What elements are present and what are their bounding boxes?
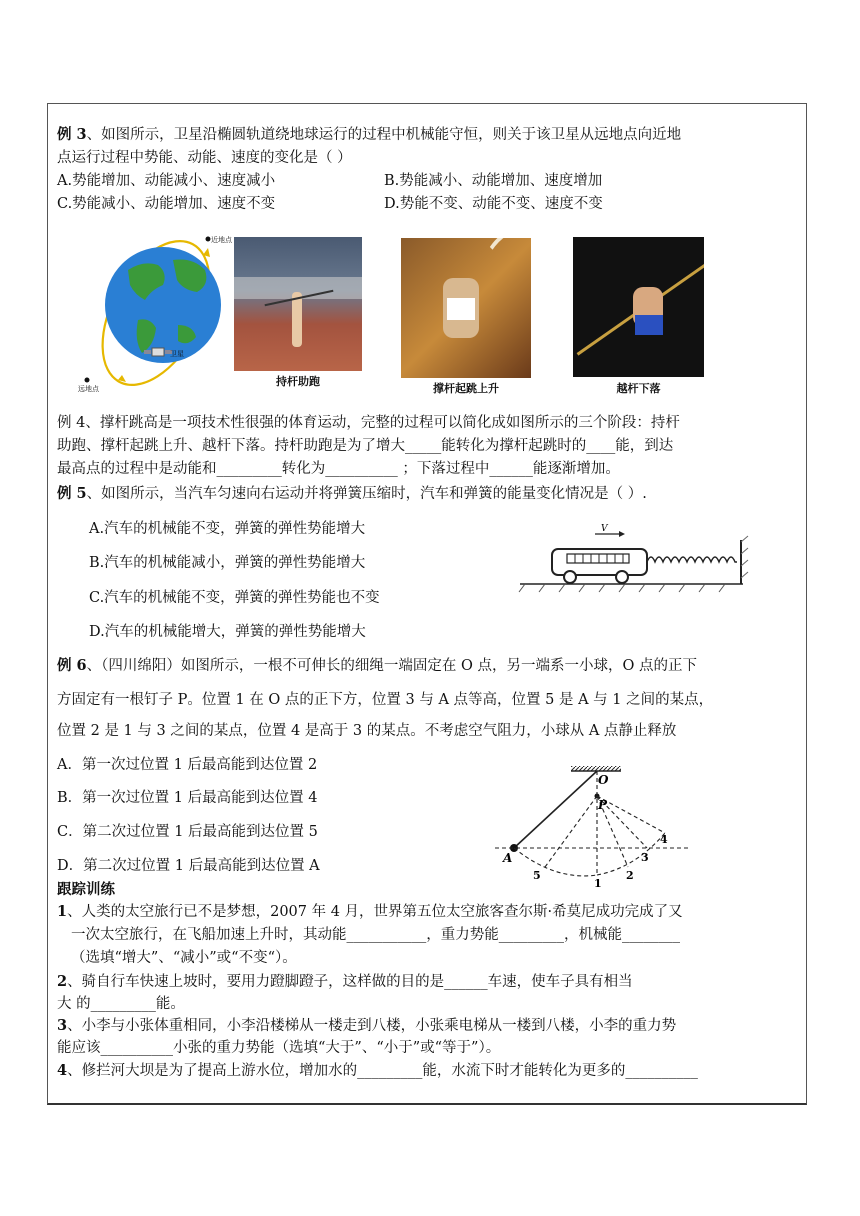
bus-icon xyxy=(552,549,647,583)
question-3-text: 、小李与小张体重相同，小李沿楼梯从一楼走到八楼，小张乘电梯从一楼到八楼，小李的重力势 xyxy=(67,1018,677,1034)
pendulum-string xyxy=(514,771,597,848)
earth-globe xyxy=(105,247,221,363)
question-1-line-3: （选填“增大”、“减小”或“不变“）。 xyxy=(71,950,297,966)
example-5-text: 、如图所示，当汽车匀速向右运动并将弹簧压缩时，汽车和弹簧的能量变化情况是（ ）. xyxy=(86,486,647,502)
question-2-line-1 xyxy=(57,972,633,992)
example-6-text: 、（四川绵阳）如图所示，一根不可伸长的细绳一端固定在 O 点，另一端系一小球，O 点的正下 xyxy=(86,658,697,674)
label-1: 1 xyxy=(594,877,602,890)
question-1-text: 、人类的太空旅行已不是梦想，2007 年 4 月，世界第五位太空旅客查尔斯·希莫尼成功完成了又 xyxy=(67,904,683,920)
example-6-line-1 xyxy=(57,656,697,676)
label-3: 3 xyxy=(641,851,649,864)
question-3-line-1 xyxy=(57,1016,676,1036)
example-3-line-1 xyxy=(57,125,681,145)
example-3-label: 例 3 xyxy=(57,126,87,143)
example-3-text: 、如图所示，卫星沿椭圆轨道绕地球运行的过程中机械能守恒，则关于该卫星从远地点向近地 xyxy=(86,127,682,143)
perigee-point xyxy=(206,237,211,242)
velocity-label: V xyxy=(601,524,608,534)
example-4-line-2: 助跑、撑杆起跳上升、越杆下落。持杆助跑是为了增大_____能转化为撑杆起跳时的____能，到达 xyxy=(57,438,674,454)
question-2-number: 2 xyxy=(57,973,68,990)
label-o: O xyxy=(598,773,609,787)
question-4-text: 、修拦河大坝是为了提高上游水位，增加水的_________能，水流下时才能转化为更多的__________ xyxy=(67,1063,698,1079)
example-5-option-a: A.汽车的机械能不变，弹簧的弹性势能增大 xyxy=(89,521,366,537)
apogee-label: 远地点 xyxy=(78,385,99,393)
question-2-line-2: 大 的_________能。 xyxy=(57,996,185,1012)
example-5-label: 例 5 xyxy=(57,485,87,502)
caption-pole-run: 持杆助跑 xyxy=(276,375,320,388)
example-6-option-c: C．第二次过位置 1 后最高能到达位置 5 xyxy=(57,824,318,840)
photo-pole-rise xyxy=(401,238,531,378)
label-5: 5 xyxy=(533,869,541,882)
spring xyxy=(647,557,737,562)
satellite-label: 卫星 xyxy=(170,350,184,358)
example-3-option-b: B.势能减小、动能增加、速度增加 xyxy=(384,173,603,189)
example-3-option-c: C.势能减小、动能增加、速度不变 xyxy=(57,196,276,212)
example-3-option-d: D.势能不变、动能不变、速度不变 xyxy=(384,196,603,212)
example-4-line-1: 例 4、撑杆跳高是一项技术性很强的体育运动，完整的过程可以简化成如图所示的三个阶段：持杆 xyxy=(57,415,680,431)
caption-pole-rise: 撑杆起跳上升 xyxy=(433,382,499,395)
question-1-line-2: 一次太空旅行，在飞船加速上升时，其动能___________，重力势能_________，机械能________ xyxy=(71,927,680,943)
perigee-label: 近地点 xyxy=(211,236,232,244)
example-3-line-2: 点运行过程中势能、动能、速度的变化是（ ） xyxy=(57,150,352,166)
apogee-point xyxy=(85,378,90,383)
satellite-orbit-figure xyxy=(78,230,233,395)
photo-pole-fall xyxy=(573,237,704,377)
example-5-option-b: B.汽车的机械能减小，弹簧的弹性势能增大 xyxy=(89,555,366,571)
question-4-line-1 xyxy=(57,1061,698,1081)
question-3-line-2: 能应该__________小张的重力势能（选填“大于”、“小于”或“等于”）。 xyxy=(57,1040,501,1056)
question-2-text: 、骑自行车快速上坡时，要用力蹬脚蹬子，这样做的目的是______车速，使车子具有相当 xyxy=(67,974,633,990)
label-p: P xyxy=(598,798,608,812)
example-5-option-d: D.汽车的机械能增大，弹簧的弹性势能增大 xyxy=(89,624,366,640)
example-6-option-d: D．第二次过位置 1 后最高能到达位置 A xyxy=(57,858,320,874)
question-1-line-1 xyxy=(57,902,683,922)
question-4-number: 4 xyxy=(57,1062,68,1079)
caption-pole-fall: 越杆下落 xyxy=(616,382,661,395)
car-spring-figure xyxy=(515,522,750,597)
label-4: 4 xyxy=(660,833,668,846)
example-4-line-3: 最高点的过程中是动能和_________转化为__________ ；下落过程中______能逐渐增加。 xyxy=(57,461,620,477)
example-6-line-2: 方固定有一根钉子 P。位置 1 在 O 点的正下方，位置 3 与 A 点等高，位置 5 是 A 与 1 之间的某点， xyxy=(57,692,714,708)
example-6-line-3: 位置 2 是 1 与 3 之间的某点，位置 4 是高于 3 的某点。不考虑空气阻力，小球从 A 点静止释放 xyxy=(57,723,677,739)
label-2: 2 xyxy=(626,869,634,882)
question-1-number: 1 xyxy=(57,903,68,920)
practice-heading: 跟踪训练 xyxy=(57,881,115,898)
example-3-option-a: A.势能增加、动能减小、速度减小 xyxy=(57,173,276,189)
example-6-label: 例 6 xyxy=(57,657,87,674)
question-3-number: 3 xyxy=(57,1017,68,1034)
pendulum-figure xyxy=(495,763,695,893)
example-5-option-c: C.汽车的机械能不变，弹簧的弹性势能也不变 xyxy=(89,590,380,606)
example-6-option-a: A．第一次过位置 1 后最高能到达位置 2 xyxy=(57,757,318,773)
example-5-line-1 xyxy=(57,484,647,504)
label-a: A xyxy=(503,851,513,865)
photo-pole-run xyxy=(234,237,362,371)
example-6-option-b: B．第一次过位置 1 后最高能到达位置 4 xyxy=(57,790,318,806)
